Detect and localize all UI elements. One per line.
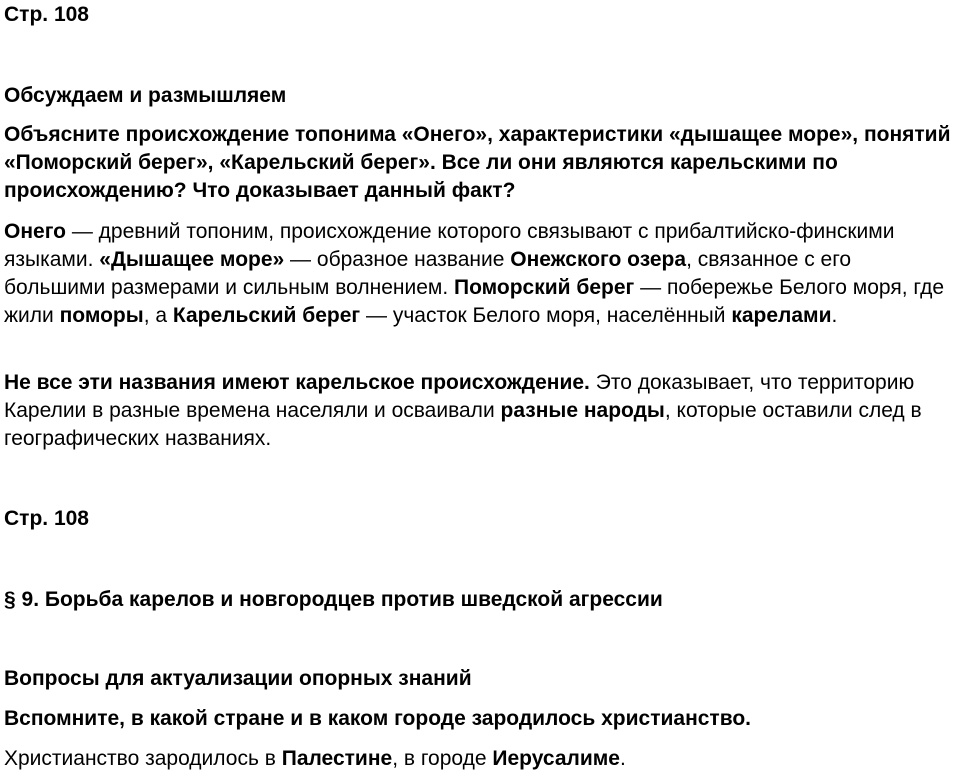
answer-text: — древний топоним, происхождение которого связывают с прибалтийско-финскими языками.	[4, 220, 895, 271]
term-jerusalem: Иерусалиме	[492, 747, 620, 770]
term-different-peoples: разные народы	[500, 399, 665, 422]
term-onego: Онего	[4, 220, 66, 243]
answer-paragraph	[4, 218, 958, 330]
term-onega-lake: Онежского озера	[510, 248, 687, 271]
answer-text: — образное название	[284, 248, 511, 271]
answer-text: .	[619, 747, 626, 770]
answer-text: .	[831, 304, 838, 327]
subsection-heading: Вопросы для актуализации опорных знаний	[4, 667, 472, 690]
term-breathing-sea: «Дышащее море»	[99, 248, 285, 271]
answer-text: — участок Белого моря, населённый	[360, 304, 732, 327]
question-text: Объясните происхождение топонима «Онего», характеристики «дышащее море», понятий «Поморский берег», «Карельский берег». Все ли они являются карельскими по происхождению? Что доказывает данный факт?	[4, 123, 951, 202]
answer-text: , в городе	[392, 747, 493, 770]
conclusion-paragraph	[4, 369, 958, 453]
term-pomors: поморы	[59, 304, 144, 327]
section-heading: Обсуждаем и размышляем	[4, 84, 287, 107]
answer-text: Это доказывает, что территорию Карелии в разные времена населяли и осваивали	[4, 371, 915, 422]
page-label: Стр. 108	[4, 3, 89, 26]
answer-paragraph	[4, 745, 958, 773]
term-karelians: карелами	[731, 304, 832, 327]
conclusion-statement: Не все эти названия имеют карельское происхождение.	[4, 371, 590, 394]
page-label: Стр. 108	[4, 507, 89, 530]
answer-text: , которые оставили след в географических названиях.	[4, 399, 922, 450]
term-pomor-coast: Поморский берег	[453, 276, 635, 299]
answer-text: — побережье Белого моря, где жили	[4, 276, 945, 327]
term-karelian-coast: Карельский берег	[172, 304, 361, 327]
answer-text: Христианство зародилось в	[4, 747, 282, 770]
answer-text: , а	[143, 304, 173, 327]
section-heading: § 9. Борьба карелов и новгородцев против шведской агрессии	[4, 588, 663, 611]
answer-text: , связанное с его большими размерами и сильным волнением.	[4, 248, 852, 299]
term-palestine: Палестине	[281, 747, 393, 770]
question-text: Вспомните, в какой стране и в каком городе зародилось христианство.	[4, 707, 752, 730]
